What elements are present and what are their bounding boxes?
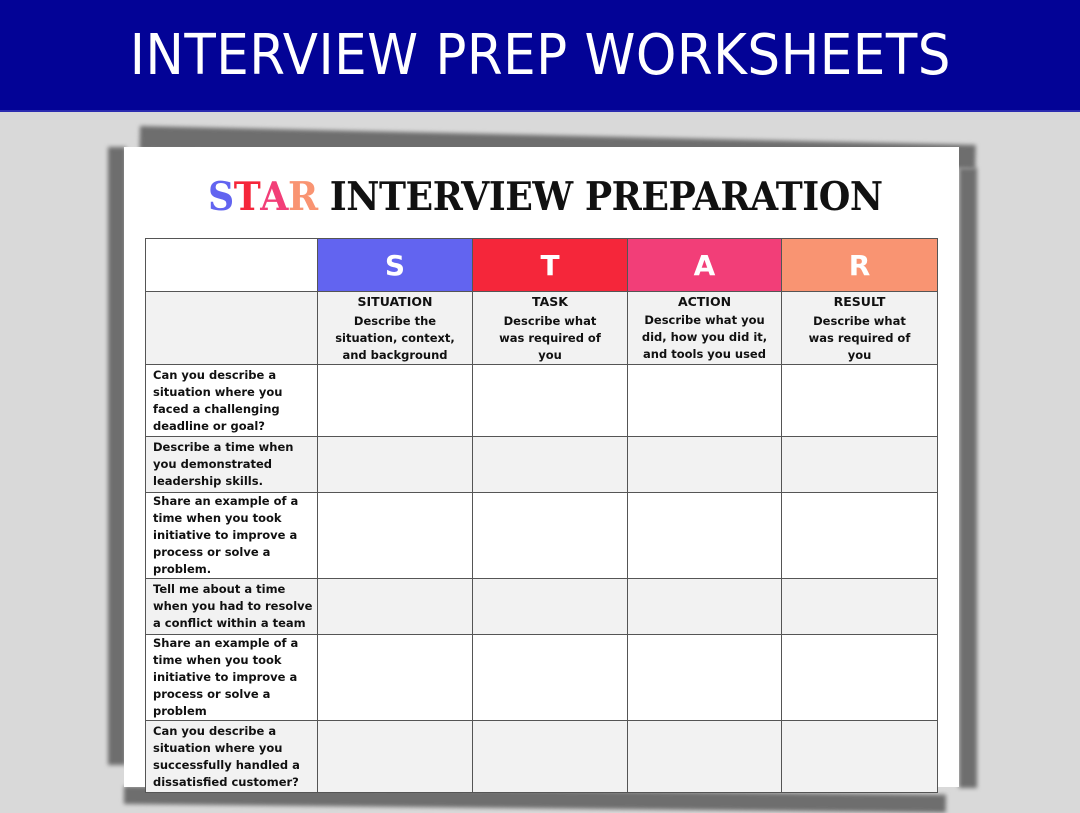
question-row — [146, 721, 938, 793]
question-row — [146, 579, 938, 635]
column-name: ACTION — [677, 294, 732, 309]
letter-a-cell: A — [628, 239, 782, 292]
header-task — [473, 292, 628, 365]
header-situation — [318, 292, 473, 365]
column-name: TASK — [532, 293, 568, 309]
action-answer-cell[interactable] — [628, 365, 782, 437]
column-name: RESULT — [833, 293, 886, 309]
header-row — [146, 292, 938, 365]
action-answer-cell[interactable] — [628, 721, 782, 793]
letter-s-cell: S — [318, 239, 473, 292]
task-answer-cell[interactable] — [473, 365, 628, 437]
title-rest: INTERVIEW PREPARATION — [317, 174, 883, 220]
header-result — [782, 292, 938, 365]
result-answer-cell[interactable] — [782, 721, 938, 793]
action-answer-cell[interactable] — [628, 635, 782, 721]
column-description: Describe what was required of you — [808, 313, 911, 362]
question-cell: Share an example of a time when you took initiative to improve a process or solve a problem. — [146, 493, 318, 579]
worksheet-title — [208, 174, 883, 220]
action-answer-cell[interactable] — [628, 437, 782, 493]
title-letter-s: S — [208, 174, 234, 220]
task-answer-cell[interactable] — [473, 635, 628, 721]
letter-row — [146, 239, 938, 292]
column-description: Describe the situation, context, and background — [335, 313, 455, 362]
question-row — [146, 365, 938, 437]
situation-answer-cell[interactable] — [318, 635, 473, 721]
question-cell: Tell me about a time when you had to resolve a conflict within a team — [146, 579, 318, 635]
question-cell: Share an example of a time when you took initiative to improve a process or solve a problem — [146, 635, 318, 721]
column-description: Describe what you did, how you did it, and tools you used — [641, 313, 768, 361]
page-shadow-right — [959, 168, 977, 788]
header-banner — [0, 0, 1080, 112]
header-action — [628, 292, 782, 365]
title-letter-a: A — [260, 174, 288, 220]
title-letter-t: T — [233, 174, 261, 220]
question-cell: Can you describe a situation where you faced a challenging deadline or goal? — [146, 365, 318, 437]
column-name: SITUATION — [357, 293, 433, 309]
action-answer-cell[interactable] — [628, 493, 782, 579]
star-table — [145, 238, 938, 793]
result-answer-cell[interactable] — [782, 365, 938, 437]
column-description: Describe what was required of you — [499, 313, 601, 362]
result-answer-cell[interactable] — [782, 437, 938, 493]
task-answer-cell[interactable] — [473, 493, 628, 579]
banner-title: INTERVIEW PREP WORKSHEETS — [129, 22, 951, 88]
situation-answer-cell[interactable] — [318, 437, 473, 493]
corner-cell — [146, 239, 318, 292]
letter-r-cell: R — [782, 239, 938, 292]
task-answer-cell[interactable] — [473, 579, 628, 635]
task-answer-cell[interactable] — [473, 721, 628, 793]
question-row — [146, 635, 938, 721]
result-answer-cell[interactable] — [782, 579, 938, 635]
situation-answer-cell[interactable] — [318, 365, 473, 437]
letter-t-cell: T — [473, 239, 628, 292]
result-answer-cell[interactable] — [782, 635, 938, 721]
question-row — [146, 437, 938, 493]
action-answer-cell[interactable] — [628, 579, 782, 635]
header-corner-cell — [146, 292, 318, 365]
situation-answer-cell[interactable] — [318, 721, 473, 793]
result-answer-cell[interactable] — [782, 493, 938, 579]
title-letter-r: R — [287, 174, 318, 220]
task-answer-cell[interactable] — [473, 437, 628, 493]
question-cell: Can you describe a situation where you successfully handled a dissatisfied customer? — [146, 721, 318, 793]
situation-answer-cell[interactable] — [318, 493, 473, 579]
question-cell: Describe a time when you demonstrated leadership skills. — [146, 437, 318, 493]
question-row — [146, 493, 938, 579]
situation-answer-cell[interactable] — [318, 579, 473, 635]
